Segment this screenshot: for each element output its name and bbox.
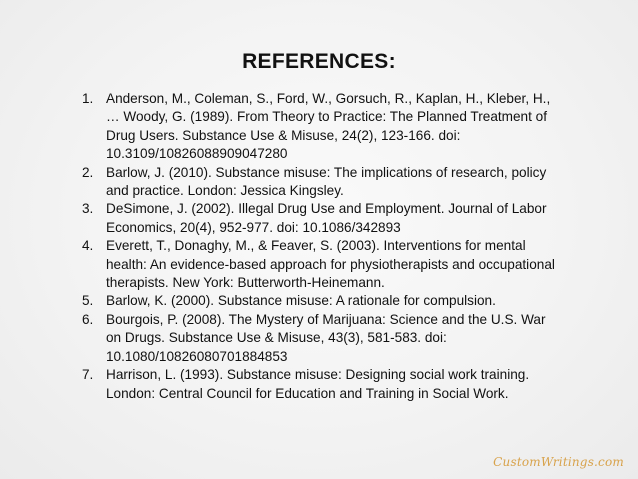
reference-number: 3.	[82, 201, 94, 217]
slide-title: REFERENCES:	[242, 50, 396, 73]
reference-item	[82, 311, 564, 366]
reference-list	[82, 90, 564, 403]
reference-item	[82, 164, 564, 201]
watermark-logo: CustomWritings.com	[493, 455, 624, 469]
reference-number: 4.	[82, 238, 94, 254]
reference-text: Barlow, J. (2010). Substance misuse: The implications of research, policy and practice. London: Jessica Kingsley.	[106, 164, 547, 199]
reference-number: 2.	[82, 164, 94, 180]
reference-text: Bourgois, P. (2008). The Mystery of Marijuana: Science and the U.S. War on Drugs. Substance Use & Misuse, 43(3), 581-583. doi: 10.1080/10826080701884853	[106, 311, 546, 364]
reference-number: 5.	[82, 293, 94, 309]
reference-number: 7.	[82, 367, 94, 383]
reference-item	[82, 200, 564, 237]
reference-item	[82, 90, 564, 164]
reference-text: Everett, T., Donaghy, M., & Feaver, S. (2003). Interventions for mental health: An evidence-based approach for physiotherapists and occupational therapists. New York: Butterworth-Heinemann.	[106, 238, 555, 291]
reference-text: Barlow, K. (2000). Substance misuse: A rationale for compulsion.	[106, 293, 496, 309]
reference-item	[82, 292, 564, 310]
reference-text: Harrison, L. (1993). Substance misuse: Designing social work training. London: Central Council for Education and Training in Social Work.	[106, 367, 530, 401]
reference-item	[82, 237, 564, 292]
reference-text: DeSimone, J. (2002). Illegal Drug Use and Employment. Journal of Labor Economics, 20(4), 952-977. doi: 10.1086/342893	[106, 201, 547, 235]
reference-item	[82, 366, 564, 403]
reference-number: 6.	[82, 311, 94, 327]
reference-text: Anderson, M., Coleman, S., Ford, W., Gorsuch, R., Kaplan, H., Kleber, H., … Woody, G. (1989). From Theory to Practice: The Planned Treatment of Drug Users. Substance Use & Misuse, 24(2), 123-166. doi: 10.3109/10826088909047280	[106, 91, 551, 162]
reference-number: 1.	[82, 91, 94, 106]
